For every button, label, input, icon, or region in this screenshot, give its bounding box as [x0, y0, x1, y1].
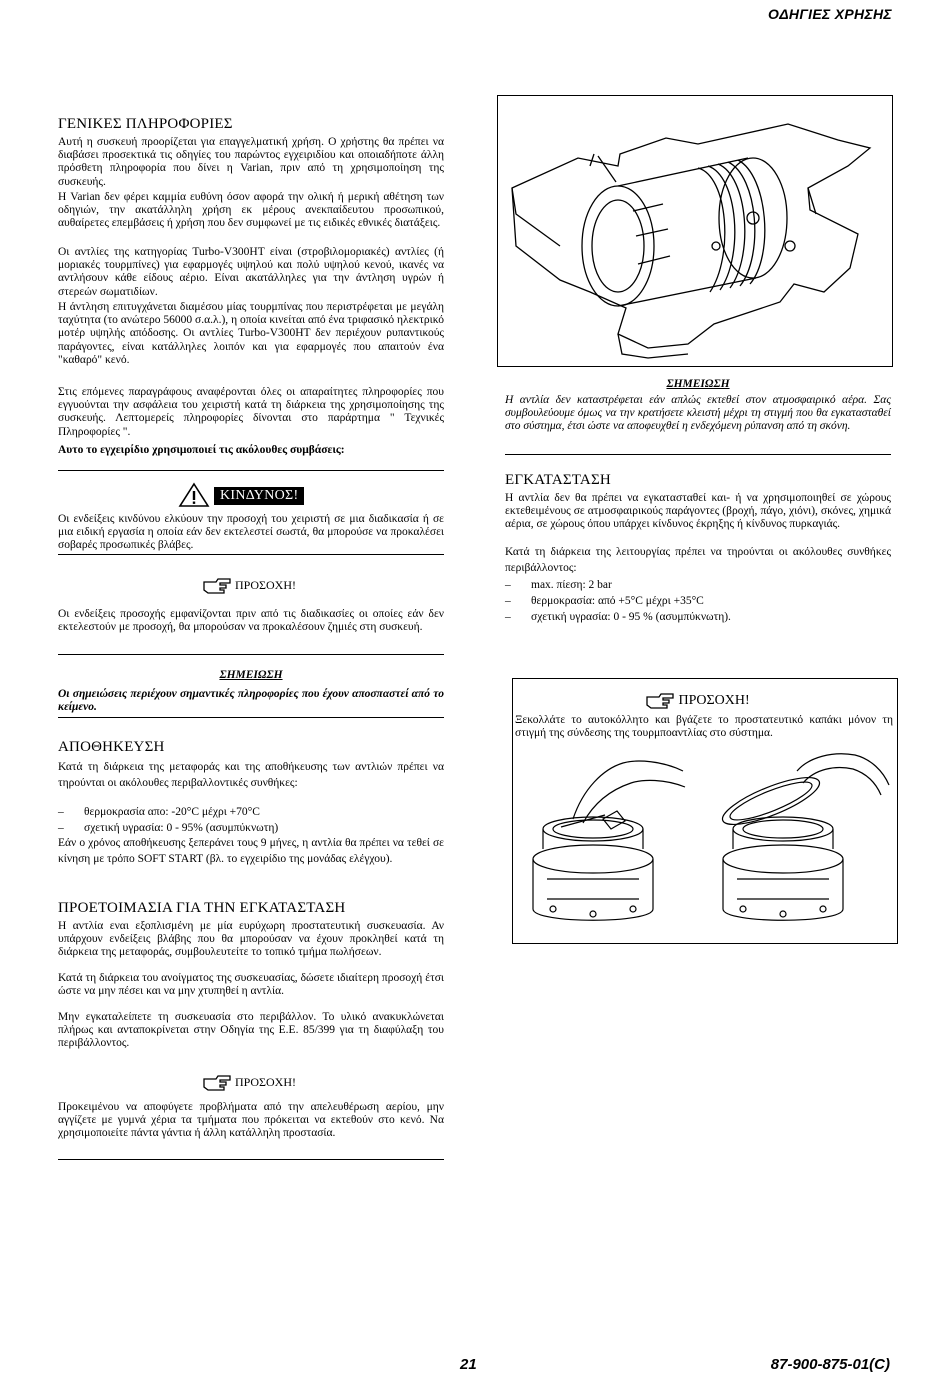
note-label: ΣΗΜΕΙΩΣΗ	[666, 378, 730, 390]
note-label: ΣΗΜΕΙΩΣΗ	[219, 669, 283, 681]
general-paragraph-2: Η Varian δεν φέρει καμμία ευθύνη όσον αφορά την ολική ή μερική αθέτηση των οδηγιών, την ακατάλληλη χρήση εκ μέρους ανεκπαίδευτου προσωπικού, αυθαίρετες επεμβάσεις ή χρήση που δεν συμφωνεί με τις ειδικές εθνικές διατάξεις.	[58, 191, 444, 230]
divider	[58, 1159, 444, 1160]
install-heading: ΕΓΚΑΤΑΣΤΑΣΗ	[505, 472, 611, 488]
note-text: Η αντλία δεν καταστρέφεται εάν απλώς εκτεθεί στον ατμοσφαιρικό αέρα. Σας συμβουλεύουμε όμως να την κρατήσετε κλειστή μέχρι τη στιγμή που θα εγκατασταθεί στο σύστημα, έτσι ώστε να αποφευχθεί η ενδεχόμενη ρύπανση από τη σκόνη.	[505, 394, 891, 433]
install-paragraph-2: Κατά τη διάρκεια της λειτουργίας πρέπει να τηρούνται οι ακόλουθες συνθήκες περιβάλλοντος:	[505, 546, 891, 574]
storage-outro: Εάν ο χρόνος αποθήκευσης ξεπεράνει τους 9 μήνες, η αντλία θα πρέπει να τεθεί σε κίνηση με τρόπο SOFT START (βλ. το εγχειρίδιο της μονάδας ελέγχου).	[58, 837, 444, 865]
list-item: – θερμοκρασία απο: -20°C μέχρι +70°C	[58, 804, 444, 820]
pointing-hand-icon	[202, 578, 232, 594]
caution-label-group	[202, 578, 296, 594]
general-paragraph-3: Οι αντλίες της κατηγορίας Turbo-V300HT είναι (στροβιλομοριακές) αντλίες (ή μοριακές τουρμπίνες) για εφαρμογές υψηλού και πολύ υψηλού κενού, ικανές να αντλήσουν κάθε είδους αέριο. Είναι ακατάλληλες για την άντληση υγρών ή στερεών σωματιδίων.	[58, 246, 444, 298]
caution-text: Προκειμένου να αποφύγετε προβλήματα από την απελευθέρωση αερίου, μην αγγίζετε με γυμνά χέρια τα τμήματα που πρόκειται να εκτεθούν στο κενό. Να χρησιμοποιείτε πάντα γάντια ή άλλη κατάλληλη προστασία.	[58, 1101, 444, 1140]
page-number: 21	[460, 1356, 477, 1373]
general-heading: ΓΕΝΙΚΕΣ ΠΛΗΡΟΦΟΡΙΕΣ	[58, 116, 233, 132]
storage-conditions-list	[58, 804, 444, 836]
general-paragraph-1: Αυτή η συσκευή προορίζεται για επαγγελματική χρήση. Ο χρήστης θα πρέπει να διαβάσει προσεκτικά τις οδηγίες του παρώντος εγχειριδίου και οποιαδήποτε άλλη πρόσθετη πληροφορία που δίνει η Varian, πριν από τη χρησιμοποίηση της συσκευής.	[58, 136, 444, 188]
pointing-hand-icon	[202, 1075, 232, 1091]
storage-heading: ΑΠΟΘΗΚΕΥΣΗ	[58, 739, 165, 755]
pointing-hand-icon	[645, 693, 675, 709]
install-paragraph-1: Η αντλία δεν θα πρέπει να εγκατασταθεί και- ή να χρησιμοποιηθεί σε χώρους εκτεθειμένους σε ατμοσφαιρικούς παράγοντες (βροχή, πάγο, χιόνι), σκόνες, χημικά αέρια, σε χώρους όπου υπάρχει κίνδυνος έκρηξης ή κίνδυνος πυρκαγιάς.	[505, 492, 891, 531]
divider	[505, 454, 891, 455]
general-paragraph-5: Στις επόμενες παραγράφους αναφέρονται όλες οι απαραίτητες πληροφορίες που εγγυούνται την ασφάλεια του χειριστή κατά τη διάρκεια της χρησιμοποίησης της συσκευής. Λεπτομερείς πληροφορίες δίνονται στο παράρτημα " Τεχνικές Πληροφορίες ".	[58, 386, 444, 438]
general-paragraph-4: Η άντληση επιτυγχάνεται διαμέσου μίας τουρμπίνας που περιστρέφεται με μεγάλη ταχύτητα (το ανώτερο 56000 σ.α.λ.), η οποία κινείται από ένα τριφασικό ηλεκτρικό μοτέρ υψηλής απόδοσης. Οι αντλίες Turbo-V300HT δεν περιέχουν ρυπαντικούς παράγοντες, είναι κατάλληλες λοιπόν και για εφαρμογές που απαιτούν ένα "καθαρό" κενό.	[58, 301, 444, 366]
caution-label: ΠΡΟΣΟΧΗ!	[678, 693, 750, 709]
pump-in-packaging-illustration	[498, 96, 892, 366]
note-text: Οι σημειώσεις περιέχουν σημαντικές πληροφορίες που έχουν αποσπαστεί από το κείμενο.	[58, 688, 444, 714]
divider	[58, 470, 444, 471]
list-item: – max. πίεση: 2 bar	[505, 577, 891, 593]
caution-text: Οι ενδείξεις προσοχής εμφανίζονται πριν από τις διαδικασίες οι οποίες εάν δεν εκτελεστούν με προσοχή, θα μπορούσαν να προκαλέσουν ζημιές στη συσκευή.	[58, 608, 444, 634]
storage-intro: Κατά τη διάρκεια της μεταφοράς και της αποθήκευσης των αντλιών πρέπει να τηρούνται οι ακόλουθες περιβαλλοντικές συνθήκες:	[58, 761, 444, 789]
pump-illustration-frame	[497, 95, 893, 367]
prep-paragraph-2: Κατά τη διάρκεια του ανοίγματος της συσκευασίας, δώσετε ιδιαίτερη προσοχή έτσι ώστε να μην πέσει και να μην χτυπηθεί η αντλία.	[58, 972, 444, 998]
prep-paragraph-3: Μην εγκαταλείπετε τη συσκευασία στο περιβάλλον. Το υλικό ανακυκλώνεται πλήρως και ανταποκρίνεται στην Οδηγία της Ε.Ε. 85/399 για τη διαφύλαξη του περιβάλλοντος.	[58, 1011, 444, 1050]
remove-cover-illustration	[513, 749, 897, 941]
caution-label-group	[202, 1075, 296, 1091]
conventions-line: Αυτο το εγχειρίδιο χρησιμοποιεί τις ακόλουθες συμβάσεις:	[58, 444, 345, 456]
prep-heading: ΠΡΟΕΤΟΙΜΑΣΙΑ ΓΙΑ ΤΗΝ ΕΓΚΑΤΑΣΤΑΣΗ	[58, 900, 346, 916]
list-item: – σχετική υγρασία: 0 - 95% (ασυμπύκνωτη)	[58, 820, 444, 836]
divider	[58, 554, 444, 555]
caution-box	[512, 678, 898, 944]
list-item: – σχετική υγρασία: 0 - 95 % (ασυμπύκνωτη).	[505, 609, 891, 625]
warning-triangle-icon	[178, 482, 210, 508]
caution-label: ΠΡΟΣΟΧΗ!	[235, 578, 296, 592]
running-header: ΟΔΗΓΙΕΣ ΧΡΗΣΗΣ	[768, 6, 892, 22]
danger-label: ΚΙΝΔΥΝΟΣ!	[214, 487, 304, 505]
divider	[58, 717, 444, 718]
caution-text: Ξεκολλάτε το αυτοκόλλητο και βγάζετε το προστατευτικό καπάκι μόνον τη στιγμή της σύνδεσης της τουρμποαντλίας στο σύστημα.	[515, 714, 893, 740]
danger-label-group	[178, 482, 304, 508]
divider	[58, 654, 444, 655]
caution-label-group	[645, 693, 750, 709]
danger-text: Οι ενδείξεις κινδύνου ελκύουν την προσοχή του χειριστή σε μια διαδικασία ή σε μια ειδική εργασία η οποία εάν δεν εκτελεστεί σωστά, θα μπορούσε να προκαλέσει σοβαρές προσωπικές βλάβες.	[58, 513, 444, 552]
prep-paragraph-1: Η αντλία εναι εξοπλισμένη με μία ευρύχωρη προστατευτική συσκευασία. Αν υπάρχουν ενδείξεις βλάβης που θα μπορούσαν να έχουν προκληθεί κατά τη διάρκεια της μεταφοράς, συμβουλευτείτε το τοπικό τμήμα πωλήσεων.	[58, 920, 444, 959]
install-conditions-list	[505, 577, 891, 625]
list-item: – θερμοκρασία: από +5°C μέχρι +35°C	[505, 593, 891, 609]
caution-label: ΠΡΟΣΟΧΗ!	[235, 1075, 296, 1089]
document-code: 87-900-875-01(C)	[770, 1356, 890, 1373]
